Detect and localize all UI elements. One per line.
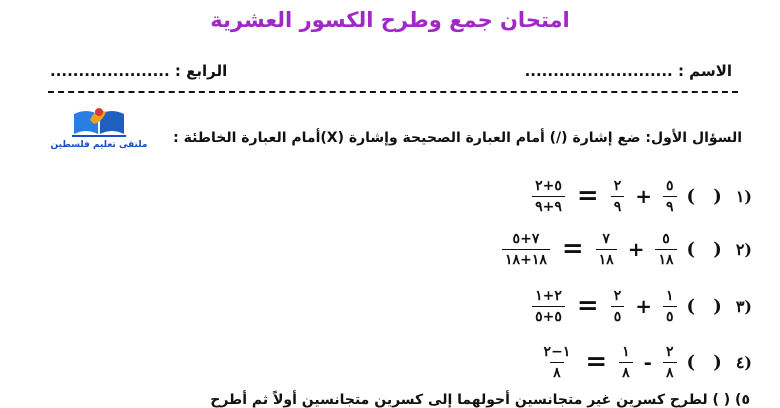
book-logo-icon bbox=[44, 102, 154, 142]
operator: + bbox=[635, 294, 652, 318]
fraction-result: $\frac{١-٢}{٨}$ bbox=[543, 343, 571, 381]
item-number: ٤) bbox=[735, 352, 752, 372]
operator: - bbox=[643, 350, 652, 374]
fraction: $\frac{٢}{٥}$ bbox=[611, 288, 625, 325]
name-field-label: الاسم : .......................... bbox=[524, 62, 732, 80]
fraction-result: $\frac{٧+٥}{١٨+١٨}$ bbox=[502, 231, 550, 268]
answer-box[interactable]: ( ) bbox=[686, 185, 728, 207]
answer-box[interactable]: ( ) bbox=[686, 295, 728, 317]
operator: + bbox=[635, 184, 652, 208]
equals-sign: = bbox=[576, 181, 599, 211]
answer-box[interactable]: ( ) bbox=[686, 351, 728, 373]
dashed-divider bbox=[48, 91, 738, 93]
list-item bbox=[526, 284, 752, 328]
question-item-5: ٥) ( ) لطرح كسرين غير متجانسين أحولهما إلى كسرين متجانسين أولاً ثم أطرح bbox=[210, 392, 750, 408]
item-number: ١) bbox=[735, 186, 752, 206]
item-number: ٢) bbox=[735, 239, 752, 259]
item-number: ٣) bbox=[735, 296, 752, 316]
equals-sign: = bbox=[561, 234, 584, 264]
answer-box[interactable]: ( ) bbox=[686, 238, 728, 260]
logo-text: ملتقى تعليم فلسطين bbox=[50, 140, 148, 150]
fraction: $\frac{٢}{٨}$ bbox=[663, 344, 677, 381]
page-title: امتحان جمع وطرح الكسور العشرية bbox=[210, 8, 570, 32]
question-title: السؤال الأول: ضع إشارة (/) أمام العبارة الصحيحة وإشارة (X)أمام العبارة الخاطئة : bbox=[173, 130, 742, 146]
fraction: $\frac{٥}{١٨}$ bbox=[655, 231, 676, 268]
grade-field-label: الرابع : ..................... bbox=[50, 62, 228, 80]
operator: + bbox=[627, 237, 645, 261]
fraction: $\frac{١}{٥}$ bbox=[663, 288, 677, 325]
list-item bbox=[496, 227, 752, 271]
fraction: $\frac{٧}{١٨}$ bbox=[596, 231, 617, 268]
fraction: $\frac{٥}{٩}$ bbox=[663, 178, 677, 215]
fraction-result: $\frac{٥+٢}{٩+٩}$ bbox=[532, 178, 565, 215]
equals-sign: = bbox=[585, 347, 608, 377]
list-item bbox=[535, 340, 752, 384]
logo bbox=[44, 102, 154, 152]
list-item bbox=[526, 174, 752, 218]
fraction-result: $\frac{٢+١}{٥+٥}$ bbox=[532, 288, 565, 325]
fraction: $\frac{١}{٨}$ bbox=[619, 344, 633, 381]
fraction: $\frac{٢}{٩}$ bbox=[611, 178, 625, 215]
equals-sign: = bbox=[576, 291, 599, 321]
